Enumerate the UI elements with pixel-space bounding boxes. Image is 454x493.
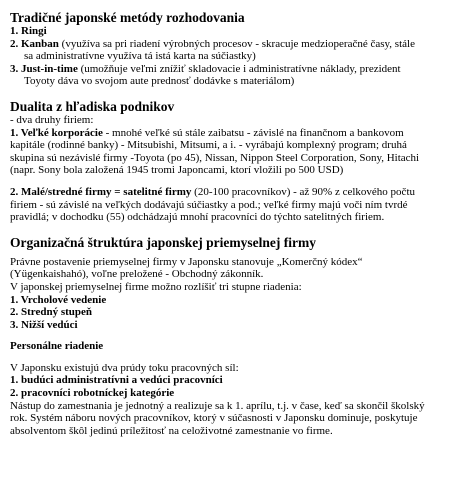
subsection-title-personnel: Personálne riadenie (10, 340, 104, 353)
list-item-flow: 1. budúci administratívni a vedúci pracovníci (10, 374, 223, 387)
list-item-flow: 2. pracovníci robotníckej kategórie (10, 387, 175, 400)
section-title-org-structure: Organizačná štruktúra japonskej priemyselnej firmy (10, 234, 316, 250)
paragraph-line: V Japonsku existujú dva prúdy toku pracovných síl: (10, 361, 239, 374)
spacer (10, 353, 446, 362)
list-item-ringi: 1. Ringi (10, 25, 47, 37)
paragraph-line: (napr. Sony bola založená 1945 tromi Japoncami, ktorí vložili po 500 USD) (10, 164, 344, 177)
list-item-just-in-time (10, 63, 446, 76)
spacer (10, 177, 446, 186)
list-item-kanban (10, 38, 446, 51)
paragraph-small-firms (10, 186, 446, 199)
paragraph-line: firiem - sú závislé na veľkých dodávajú súčiastky a pod.; veľké firmy majú voči ním tvrdé (10, 198, 408, 211)
paragraph-line: pravidlá; v dochodku (55) odchádzajú mnohí pracovníci do týchto satelitných firiem. (10, 211, 385, 224)
list-item-text: (umožňuje veľmi znížiť skladovacie i administratívne náklady, prezident (77, 62, 401, 75)
list-item-continuation: Toyoty dáva vo svojom aute prednosť dodávke s materiálom) (24, 75, 295, 88)
intro-text: - dva druhy firiem: (10, 113, 94, 126)
paragraph-large-corporations (10, 127, 446, 140)
paragraph-text: (20-100 pracovníkov) - až 90% z celkového počtu (191, 185, 415, 198)
paragraph-line: rok. Systém náboru nových pracovníkov, ktorý v súčasnosti v Japonsku dominuje, poskytuje (10, 412, 418, 425)
paragraph-line: skupina sú nezávislé firmy -Toyota (po 45), Nissan, Nippon Steel Corporation, Sony, Hitachi (10, 151, 420, 164)
paragraph-label: 2. Malé/stredné firmy = satelitné firmy (10, 185, 192, 198)
section-title-duality: Dualita z hľadiska podnikov (10, 98, 175, 114)
paragraph-line: (Yügenkaishahó), voľne preložené - Obchodný zákonník. (10, 268, 264, 281)
list-item-level: 1. Vrcholové vedenie (10, 293, 107, 306)
list-item-level: 2. Stredný stupeň (10, 306, 93, 319)
paragraph-line: absolventom škôl jedinú príležitosť na celoživotné zamestnanie vo firme. (10, 424, 333, 437)
paragraph-line: kapitále (rodinné banky) - Mitsubishi, Mitsumi, a i. - vyrábajú komplexný program; druhá (10, 139, 407, 152)
list-item-text: (využíva sa pri riadení výrobných procesov - skracuje medzioperačné časy, stále (58, 37, 415, 50)
list-item-label: 2. Kanban (10, 37, 59, 50)
paragraph-label: 1. Veľké korporácie (10, 126, 103, 139)
list-item-level: 3. Nižší vedúci (10, 318, 78, 331)
paragraph-text: - mnohé veľké sú stále zaibatsu - závislé na finančnom a bankovom (102, 126, 404, 139)
list-item-label: 3. Just-in-time (10, 62, 78, 75)
paragraph-line: Nástup do zamestnania je jednotný a realizuje sa k 1. aprílu, t.j. v čase, keď sa skončil školský (10, 399, 425, 412)
section-title-decision-methods: Tradičné japonské metódy rozhodovania (10, 10, 245, 25)
list-item-continuation: sa administratívne využíva tá istá karta na súčiastky) (24, 50, 256, 63)
paragraph-line: V japonskej priemyselnej firme možno rozlíšiť tri stupne riadenia: (10, 280, 302, 293)
paragraph-line: Právne postavenie priemyselnej firmy v Japonsku stanovuje „Komerčný kódex“ (10, 255, 363, 268)
spacer (10, 331, 446, 340)
